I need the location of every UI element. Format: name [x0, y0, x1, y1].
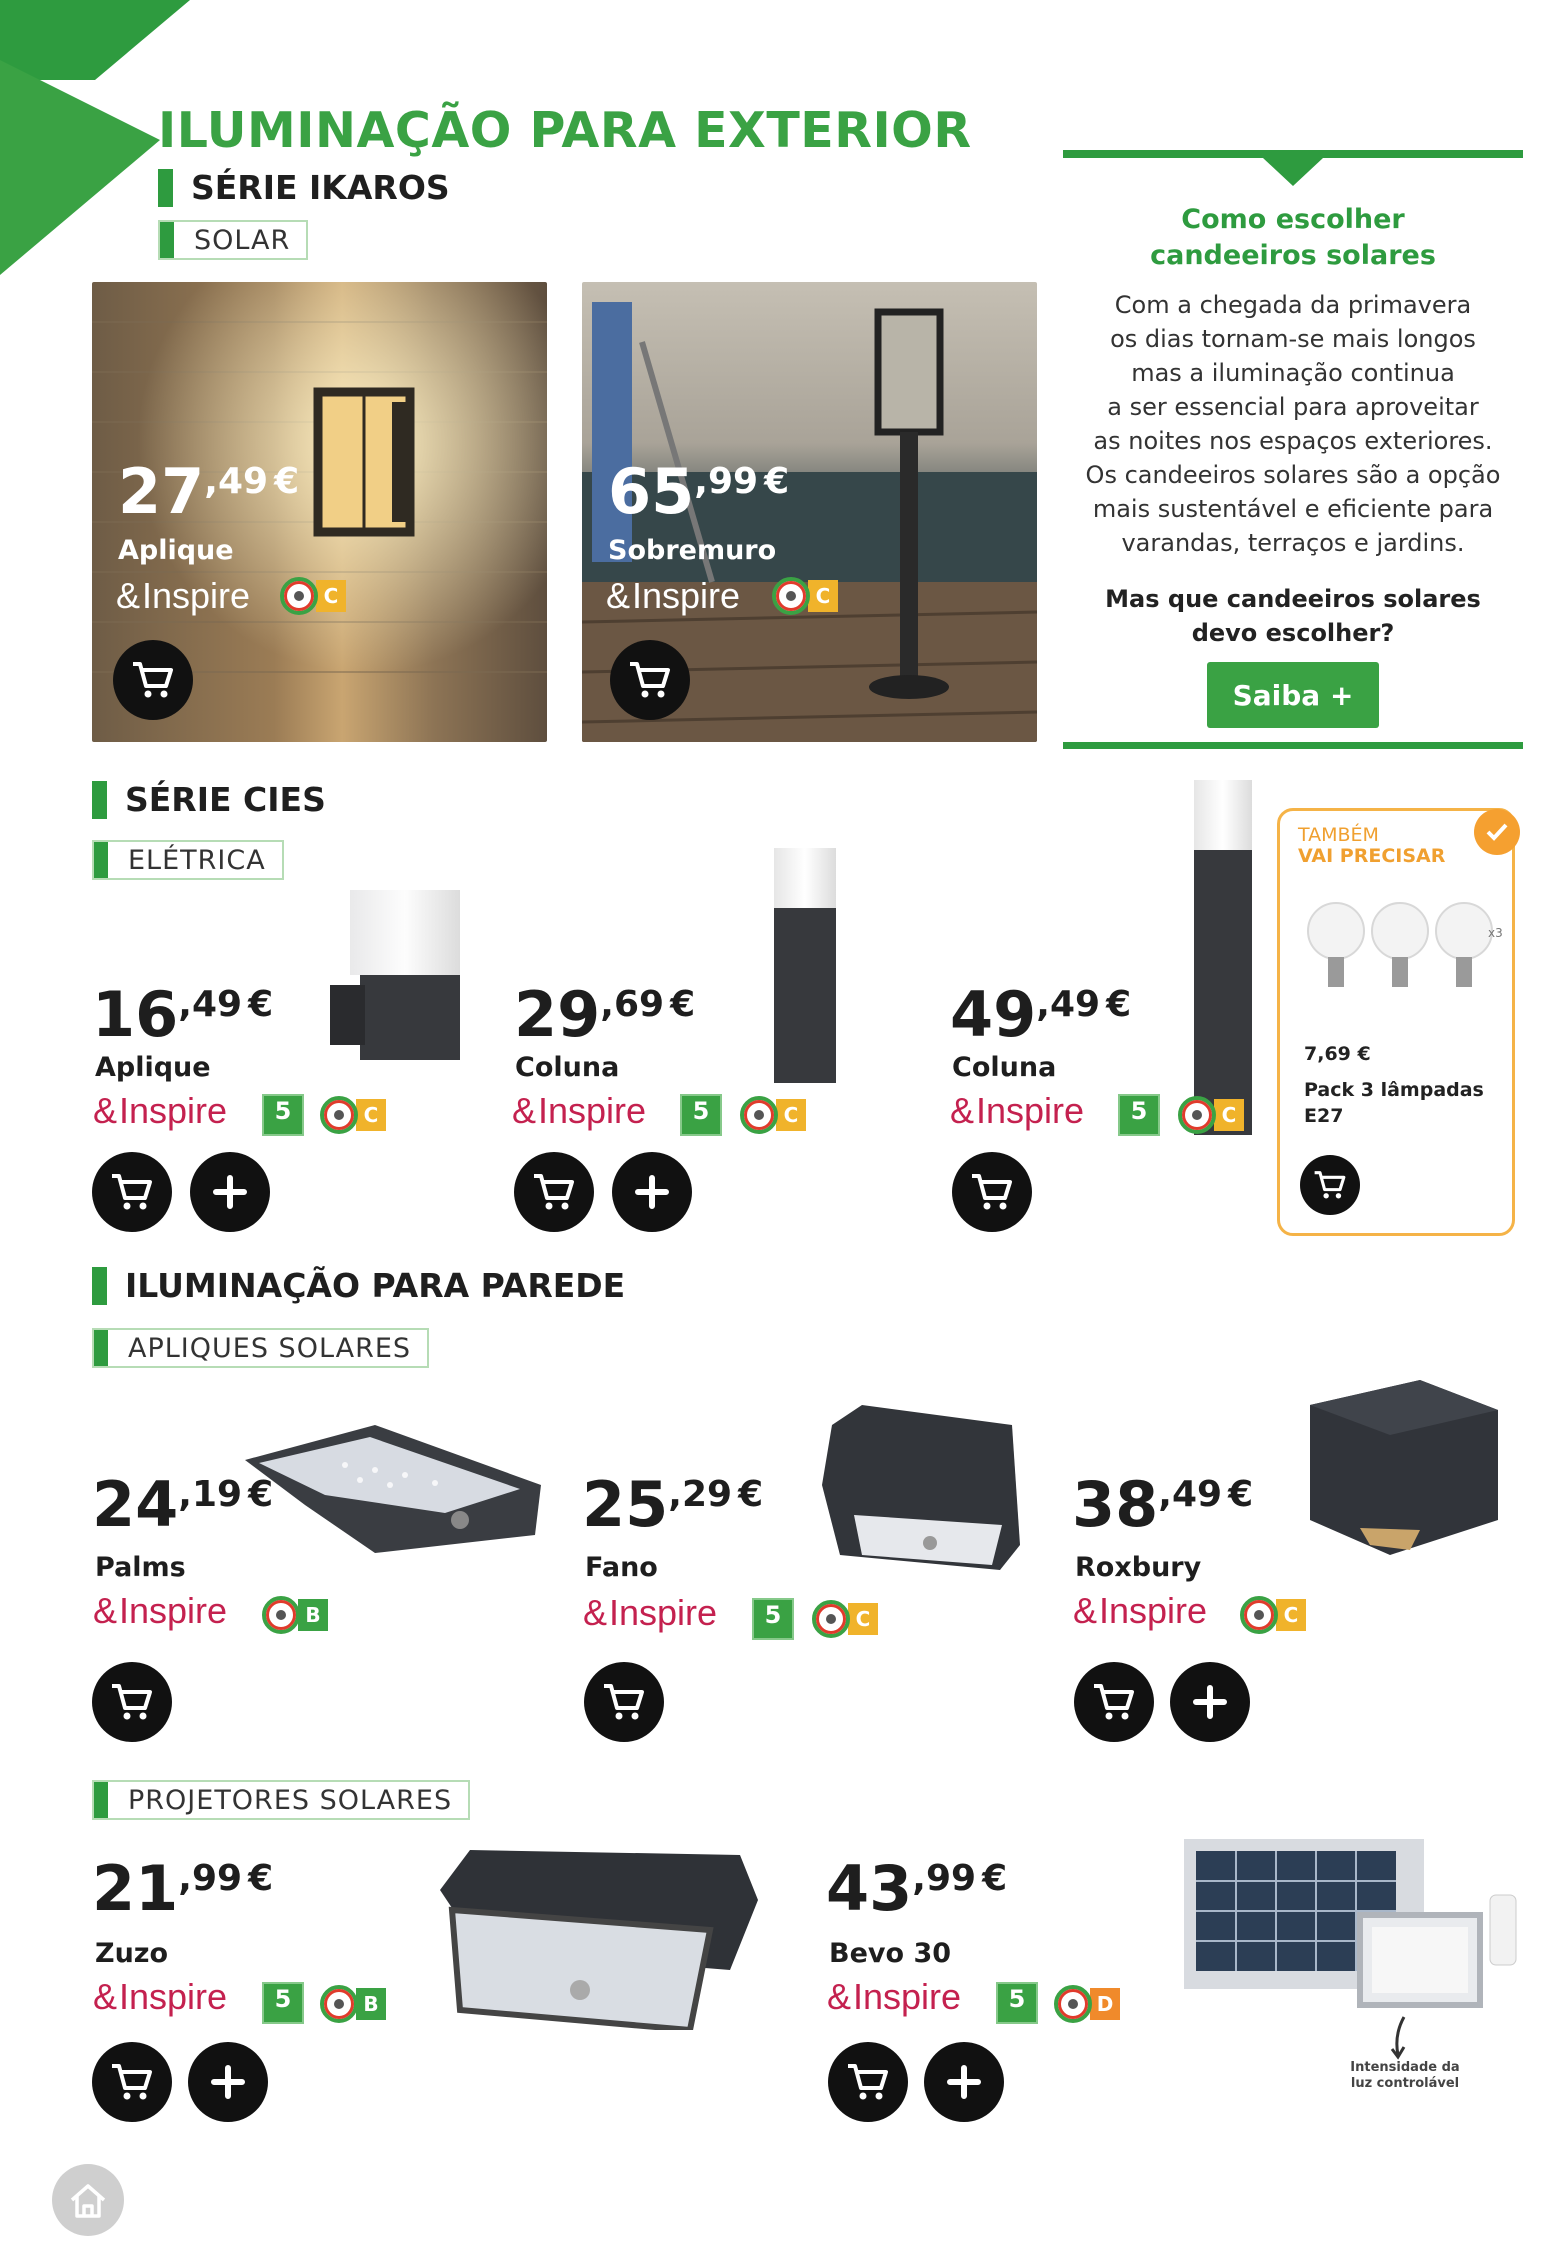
inspire-logo — [93, 1976, 227, 2018]
price-currency: € — [248, 984, 274, 1025]
price-integer: 24 — [92, 1468, 179, 1541]
cart-icon — [127, 654, 179, 706]
add-to-cart-button[interactable] — [828, 2042, 908, 2122]
price-decimal: ,99 — [178, 1858, 243, 1899]
add-to-cart-button[interactable] — [1074, 1662, 1154, 1742]
box-title-line2: candeeiros solares — [1150, 240, 1436, 271]
tag-projetores-solares — [92, 1780, 470, 1820]
add-to-list-button[interactable] — [924, 2042, 1004, 2122]
add-to-cart-button[interactable] — [610, 640, 690, 720]
cart-icon — [624, 654, 676, 706]
price-decimal: ,69 — [600, 984, 665, 1025]
heading-bar — [92, 1267, 107, 1305]
energy-class: C — [1214, 1099, 1244, 1131]
add-to-cart-button[interactable] — [584, 1662, 664, 1742]
inspire-amp: & — [583, 1592, 608, 1633]
box-text-line: mais sustentável e eficiente para — [1092, 495, 1494, 523]
inspire-text: Inspire — [538, 1090, 647, 1131]
box-question-line1: Mas que candeeiros solares — [1105, 585, 1481, 613]
also-need-desc-line2: E27 — [1304, 1105, 1344, 1127]
also-need-label-line1: TAMBÉM — [1298, 824, 1379, 846]
heading-text: SÉRIE CIES — [125, 780, 326, 819]
price-integer: 25 — [582, 1468, 669, 1541]
product-image-cies-coluna-tall[interactable] — [1190, 780, 1260, 1140]
inspire-logo — [827, 1976, 961, 2018]
lamp-body — [360, 975, 460, 1060]
energy-class: C — [776, 1099, 806, 1131]
price-integer: 49 — [950, 978, 1037, 1051]
energy-class: B — [298, 1599, 328, 1631]
price-integer: 65 — [608, 455, 695, 528]
inspire-amp: & — [827, 1976, 852, 2017]
bevo-feature-note — [1340, 2060, 1470, 2092]
price-integer: 21 — [92, 1852, 179, 1925]
energy-class: C — [808, 580, 838, 612]
box-question-line2: devo escolher? — [1191, 619, 1395, 647]
energy-label — [1240, 1595, 1306, 1635]
price-cies-aplique — [92, 978, 273, 1051]
inspire-amp: & — [93, 1090, 118, 1131]
section-heading-cies — [92, 780, 326, 819]
add-to-list-button[interactable] — [190, 1152, 270, 1232]
energy-label — [772, 576, 838, 616]
tag-text: ELÉTRICA — [128, 844, 266, 876]
bulbs-illustration — [1300, 891, 1500, 1001]
energy-label — [1054, 1984, 1120, 2024]
energy-class: C — [1276, 1599, 1306, 1631]
energy-class: C — [316, 580, 346, 612]
cart-icon — [106, 1676, 158, 1728]
energy-class: B — [356, 1988, 386, 2020]
inspire-logo — [93, 1590, 227, 1632]
heading-bar — [158, 169, 173, 207]
price-currency: € — [1106, 984, 1132, 1025]
price-bevo — [826, 1852, 1007, 1925]
product-name: Aplique — [95, 1052, 211, 1083]
tag-apliques-solares — [92, 1328, 429, 1368]
lamp-diffuser — [1194, 780, 1252, 850]
price-currency: € — [982, 1858, 1008, 1899]
home-icon — [66, 2178, 110, 2222]
price-currency: € — [670, 984, 696, 1025]
product-image-cies-coluna-small[interactable] — [770, 848, 840, 1088]
add-to-list-button[interactable] — [188, 2042, 268, 2122]
cart-icon — [1088, 1676, 1140, 1728]
add-to-cart-button[interactable] — [92, 1662, 172, 1742]
box-top-rule — [1063, 150, 1523, 158]
product-image-bevo[interactable] — [1180, 1835, 1520, 2015]
warranty-badge: 5 — [1118, 1094, 1160, 1136]
inspire-text: Inspire — [632, 575, 741, 616]
also-need-desc-line1: Pack 3 lâmpadas — [1304, 1079, 1484, 1101]
energy-icon — [772, 577, 810, 615]
inspire-text: Inspire — [609, 1592, 718, 1633]
heading-bar — [92, 781, 107, 819]
arrow-icon — [1384, 2015, 1414, 2060]
energy-label — [320, 1984, 386, 2024]
bevo-note-line2: luz controlável — [1350, 2076, 1460, 2091]
cart-icon — [842, 2056, 894, 2108]
price-decimal: ,49 — [1036, 984, 1101, 1025]
box-text-line: varandas, terraços e jardins. — [1121, 529, 1465, 557]
price-currency: € — [1228, 1474, 1254, 1515]
info-box-solar-tips — [1063, 150, 1523, 750]
qty-badge: x3 — [1488, 926, 1503, 940]
product-name: Aplique — [118, 535, 234, 566]
price-currency: € — [248, 1858, 274, 1899]
inspire-text: Inspire — [1099, 1590, 1208, 1631]
plus-icon — [626, 1166, 678, 1218]
lamp-body — [774, 908, 836, 1083]
lamp-body — [1194, 850, 1252, 1135]
cart-icon — [106, 2056, 158, 2108]
box-title-line1: Como escolher — [1181, 204, 1405, 235]
energy-icon — [1240, 1596, 1278, 1634]
box-pointer — [1263, 158, 1323, 186]
energy-icon — [1178, 1096, 1216, 1134]
product-image-palms[interactable] — [245, 1425, 545, 1565]
inspire-logo — [1073, 1590, 1207, 1632]
price-ikaros-sobremuro — [608, 455, 789, 528]
price-currency: € — [248, 1474, 274, 1515]
plus-icon — [202, 2056, 254, 2108]
price-currency: € — [738, 1474, 764, 1515]
checkmark-icon — [1483, 818, 1511, 846]
warranty-badge: 5 — [262, 1094, 304, 1136]
section-heading-parede — [92, 1266, 625, 1305]
warranty-badge: 5 — [262, 1982, 304, 2024]
tag-bar — [94, 842, 108, 878]
product-name: Coluna — [515, 1052, 620, 1083]
inspire-amp: & — [512, 1090, 537, 1131]
inspire-logo — [116, 575, 250, 617]
energy-class: C — [356, 1099, 386, 1131]
energy-icon — [1054, 1985, 1092, 2023]
product-name: Bevo 30 — [829, 1938, 952, 1969]
product-name: Sobremuro — [608, 535, 777, 566]
inspire-amp: & — [93, 1976, 118, 2017]
home-button[interactable] — [52, 2164, 124, 2236]
product-image-zuzo[interactable] — [440, 1840, 760, 2030]
inspire-amp: & — [1073, 1590, 1098, 1631]
price-currency: € — [274, 461, 300, 502]
price-decimal: ,29 — [668, 1474, 733, 1515]
box-text-line: as noites nos espaços exteriores. — [1093, 427, 1493, 455]
add-to-list-button[interactable] — [1170, 1662, 1250, 1742]
inspire-amp: & — [950, 1090, 975, 1131]
inspire-amp: & — [93, 1590, 118, 1631]
add-to-cart-button[interactable] — [113, 640, 193, 720]
product-image-roxbury[interactable] — [1310, 1380, 1500, 1560]
price-integer: 16 — [92, 978, 179, 1051]
energy-icon — [812, 1600, 850, 1638]
inspire-logo — [512, 1090, 646, 1132]
price-currency: € — [764, 461, 790, 502]
also-need-price: 7,69 € — [1304, 1043, 1371, 1065]
section-heading-ikaros — [158, 168, 450, 207]
price-decimal: ,99 — [912, 1858, 977, 1899]
price-integer: 29 — [514, 978, 601, 1051]
price-integer: 38 — [1072, 1468, 1159, 1541]
heading-text: SÉRIE IKAROS — [191, 168, 450, 207]
cart-icon — [1310, 1165, 1350, 1205]
price-decimal: ,99 — [694, 461, 759, 502]
price-cies-coluna2 — [950, 978, 1131, 1051]
tag-bar — [94, 1330, 108, 1366]
price-decimal: ,49 — [1158, 1474, 1223, 1515]
warranty-badge: 5 — [752, 1598, 794, 1640]
price-palms — [92, 1468, 273, 1541]
energy-label — [740, 1095, 806, 1135]
tag-bar — [94, 1782, 108, 1818]
page-title: ILUMINAÇÃO PARA EXTERIOR — [158, 102, 972, 159]
tag-text: SOLAR — [194, 224, 291, 256]
cart-icon — [106, 1166, 158, 1218]
also-need-card[interactable] — [1277, 808, 1515, 1236]
price-fano — [582, 1468, 763, 1541]
energy-icon — [262, 1596, 300, 1634]
price-zuzo — [92, 1852, 273, 1925]
product-name: Palms — [95, 1552, 186, 1583]
warranty-badge: 5 — [996, 1982, 1038, 2024]
inspire-text: Inspire — [119, 1590, 228, 1631]
energy-label — [262, 1595, 328, 1635]
energy-label — [320, 1095, 386, 1135]
inspire-text: Inspire — [142, 575, 251, 616]
inspire-text: Inspire — [119, 1976, 228, 2017]
heading-text: ILUMINAÇÃO PARA PAREDE — [125, 1266, 626, 1305]
box-text-line: Com a chegada da primavera — [1114, 291, 1472, 319]
box-text-line: Os candeeiros solares são a opção — [1085, 461, 1501, 489]
product-name: Roxbury — [1075, 1552, 1202, 1583]
check-icon — [1474, 809, 1520, 855]
plus-icon — [938, 2056, 990, 2108]
energy-label — [280, 576, 346, 616]
tag-bar — [160, 222, 174, 258]
energy-class: C — [848, 1603, 878, 1635]
energy-icon — [320, 1985, 358, 2023]
box-text — [1063, 288, 1523, 560]
also-need-label-line2: VAI PRECISAR — [1298, 845, 1446, 867]
plus-icon — [1184, 1676, 1236, 1728]
add-to-cart-button[interactable] — [514, 1152, 594, 1232]
box-text-line: mas a iluminação continua — [1131, 359, 1455, 387]
warranty-badge: 5 — [680, 1094, 722, 1136]
saiba-mais-button[interactable]: Saiba + — [1207, 662, 1379, 728]
energy-icon — [740, 1096, 778, 1134]
inspire-logo — [93, 1090, 227, 1132]
product-name: Zuzo — [95, 1938, 169, 1969]
energy-label — [812, 1599, 878, 1639]
energy-icon — [320, 1096, 358, 1134]
cart-icon — [598, 1676, 650, 1728]
cart-icon — [528, 1166, 580, 1218]
inspire-amp: & — [116, 575, 141, 616]
price-integer: 27 — [118, 455, 205, 528]
tag-solar — [158, 220, 308, 260]
box-text-line: a ser essencial para aproveitar — [1107, 393, 1479, 421]
add-to-cart-button[interactable] — [1300, 1155, 1360, 1215]
add-to-cart-button[interactable] — [92, 1152, 172, 1232]
lamp-diffuser — [774, 848, 836, 908]
add-to-cart-button[interactable] — [952, 1152, 1032, 1232]
add-to-cart-button[interactable] — [92, 2042, 172, 2122]
cart-icon — [966, 1166, 1018, 1218]
add-to-list-button[interactable] — [612, 1152, 692, 1232]
energy-icon — [280, 577, 318, 615]
price-roxbury — [1072, 1468, 1253, 1541]
price-integer: 43 — [826, 1852, 913, 1925]
product-name: Coluna — [952, 1052, 1057, 1083]
price-decimal: ,49 — [178, 984, 243, 1025]
product-image-fano[interactable] — [822, 1405, 1022, 1575]
product-name: Fano — [585, 1552, 658, 1583]
price-decimal: ,49 — [204, 461, 269, 502]
box-text-line: os dias tornam-se mais longos — [1110, 325, 1476, 353]
inspire-amp: & — [606, 575, 631, 616]
tag-text: APLIQUES SOLARES — [128, 1332, 412, 1364]
product-image-cies-aplique[interactable] — [330, 880, 465, 1080]
energy-class: D — [1090, 1988, 1120, 2020]
inspire-text: Inspire — [853, 1976, 962, 2017]
inspire-logo — [583, 1592, 717, 1634]
energy-label — [1178, 1095, 1244, 1135]
lamp-diffuser — [350, 890, 460, 975]
price-decimal: ,19 — [178, 1474, 243, 1515]
tag-text: PROJETORES SOLARES — [128, 1784, 453, 1816]
inspire-text: Inspire — [976, 1090, 1085, 1131]
inspire-logo — [606, 575, 740, 617]
lamp-mount — [330, 985, 365, 1045]
inspire-text: Inspire — [119, 1090, 228, 1131]
box-bottom-rule — [1063, 742, 1523, 749]
bevo-note-line1: Intensidade da — [1350, 2060, 1460, 2075]
plus-icon — [204, 1166, 256, 1218]
price-ikaros-aplique — [118, 455, 299, 528]
price-cies-coluna1 — [514, 978, 695, 1051]
tag-eletrica — [92, 840, 284, 880]
inspire-logo — [950, 1090, 1084, 1132]
